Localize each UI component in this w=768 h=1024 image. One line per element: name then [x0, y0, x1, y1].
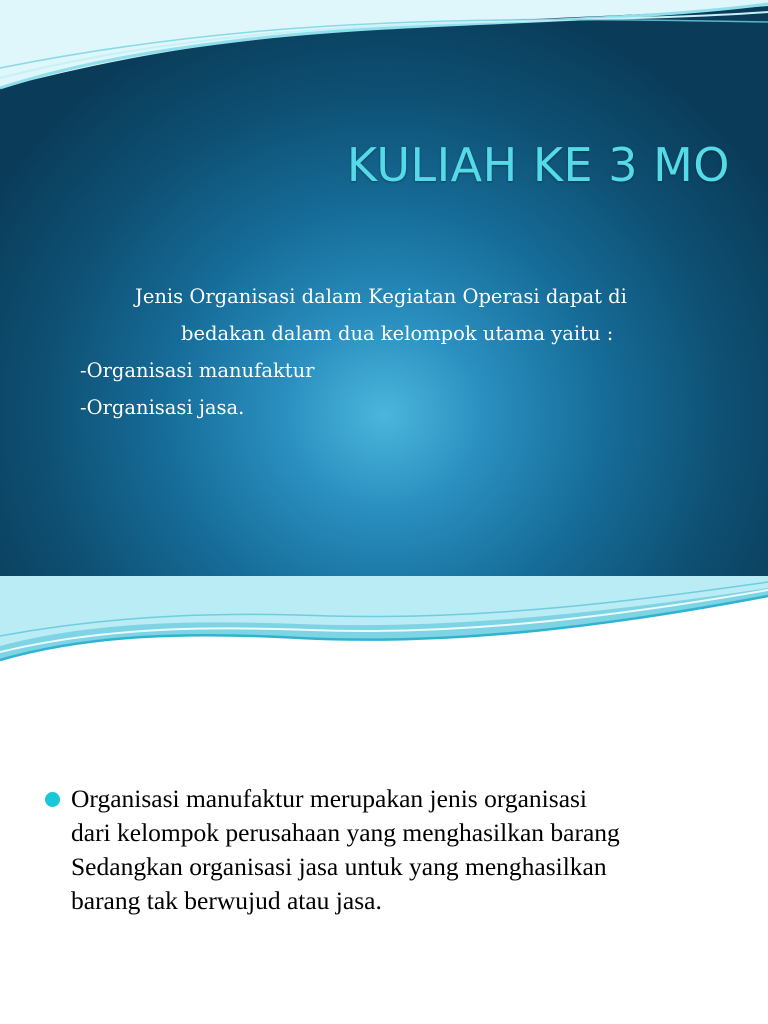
slide-2: [0, 576, 768, 1024]
intro-line-2: bedakan dalam dua kelompok utama yaitu :: [181, 322, 614, 345]
intro-paragraph: [80, 278, 720, 352]
top-wave-decoration: [0, 576, 768, 668]
bullet-line-4: barang tak berwujud atau jasa.: [71, 886, 382, 915]
bullet-line-1: Organisasi manufaktur merupakan jenis organisasi: [71, 784, 588, 813]
bullet-text: [71, 782, 745, 918]
list-item-jasa: -Organisasi jasa.: [80, 396, 245, 419]
bullet-paragraph: [45, 782, 745, 918]
bullet-line-3: Sedangkan organisasi jasa untuk yang menghasilkan: [71, 852, 607, 881]
bullet-icon: [45, 792, 60, 807]
list-item-manufaktur: -Organisasi manufaktur: [80, 359, 315, 382]
slide-title: KULIAH KE 3 MO: [346, 138, 730, 192]
slide-body: [80, 278, 720, 426]
top-wave-decoration: [0, 0, 768, 95]
bullet-line-2: dari kelompok perusahaan yang menghasilkan barang: [71, 818, 620, 847]
intro-line-1: Jenis Organisasi dalam Kegiatan Operasi dapat di: [135, 285, 627, 308]
